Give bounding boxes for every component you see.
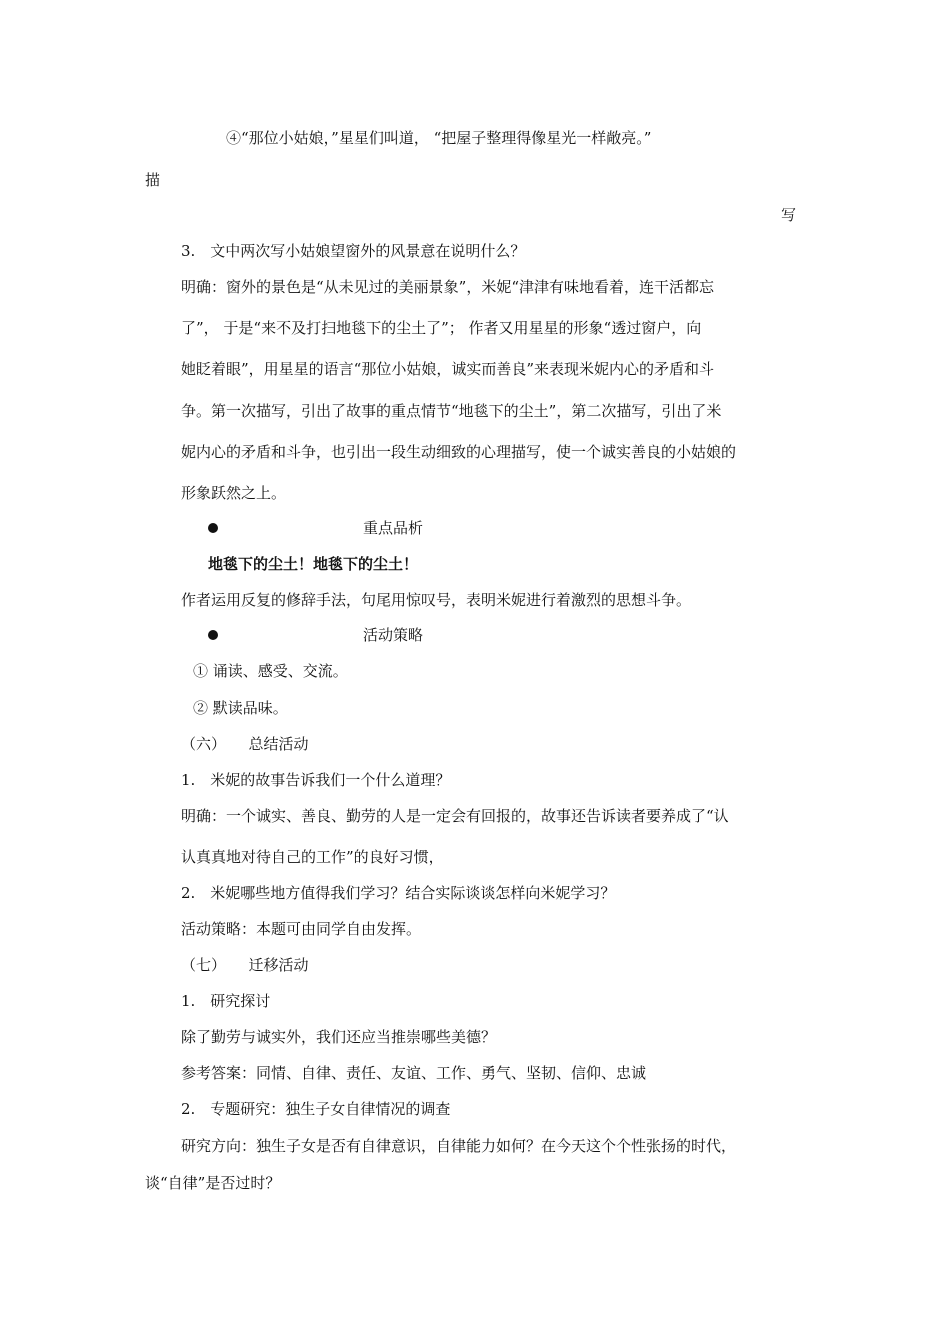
quote-line-4: ④“那位小姑娘，”星星们叫道， “把屋子整理得像星光一样敞亮。” [226, 129, 652, 147]
answer-3-line-3: 她眨着眼”，用星星的语言“那位小姑娘，诚实而善良”来表现米妮内心的矛盾和斗 [181, 360, 715, 378]
section-6-question-2: 2. 米妮哪些地方值得我们学习？结合实际谈谈怎样向米妮学习？ [181, 884, 616, 902]
answer-3-line-6: 形象跃然之上。 [181, 484, 287, 502]
strategy-item-1: ① 诵读、感受、交流。 [193, 662, 348, 680]
question-3: 3. 文中两次写小姑娘望窗外的风景意在说明什么？ [181, 242, 526, 260]
section-7-heading: （七） 迁移活动 [181, 956, 309, 974]
margin-char-miao: 描 [145, 171, 161, 189]
bullet-label-key-analysis: 重点品析 [363, 519, 424, 537]
answer-3-line-4: 争。第一次描写，引出了故事的重点情节“地毯下的尘土”，第二次描写，引出了米 [181, 402, 722, 420]
key-sentence: 地毯下的尘土！地毯下的尘土！ [208, 555, 419, 573]
section-6-answer-1-line-1: 明确：一个诚实、善良、勤劳的人是一定会有回报的，故事还告诉读者要养成了“认 [181, 807, 729, 825]
section-7-item-1-answer: 参考答案：同情、自律、责任、友谊、工作、勇气、坚韧、信仰、忠诚 [181, 1064, 647, 1082]
answer-3-line-5: 妮内心的矛盾和斗争，也引出一段生动细致的心理描写，使一个诚实善良的小姑娘的 [181, 443, 737, 461]
strategy-item-2: ② 默读品味。 [193, 699, 288, 717]
section-6-answer-1-line-2: 认真真地对待自己的工作”的良好习惯， [181, 848, 444, 866]
section-7-item-2-direction-line-1: 研究方向：独生子女是否有自律意识，自律能力如何？在今天这个个性张扬的时代， [181, 1137, 737, 1155]
section-6-heading: （六） 总结活动 [181, 735, 309, 753]
bullet-icon [208, 630, 218, 640]
bullet-label-activity-strategy: 活动策略 [363, 626, 424, 644]
key-analysis-text: 作者运用反复的修辞手法，句尾用惊叹号，表明米妮进行着激烈的思想斗争。 [181, 591, 692, 609]
section-7-item-1: 1. 研究探讨 [181, 992, 271, 1010]
section-7-item-1-question: 除了勤劳与诚实外，我们还应当推崇哪些美德？ [181, 1028, 497, 1046]
margin-char-xie: 写 [781, 206, 797, 224]
answer-3-line-2: 了”， 于是“来不及打扫地毯下的尘土了”； 作者又用星星的形象“透过窗户，向 [181, 319, 702, 337]
section-7-item-2-direction-line-2: 谈“自律”是否过时？ [145, 1174, 281, 1192]
section-6-answer-2: 活动策略：本题可由同学自由发挥。 [181, 920, 422, 938]
section-7-item-2: 2. 专题研究：独生子女自律情况的调查 [181, 1100, 451, 1118]
answer-3-line-1: 明确：窗外的景色是“从未见过的美丽景象”，米妮“津津有味地看着，连干活都忘 [181, 278, 715, 296]
section-6-question-1: 1. 米妮的故事告诉我们一个什么道理？ [181, 771, 451, 789]
bullet-icon [208, 523, 218, 533]
